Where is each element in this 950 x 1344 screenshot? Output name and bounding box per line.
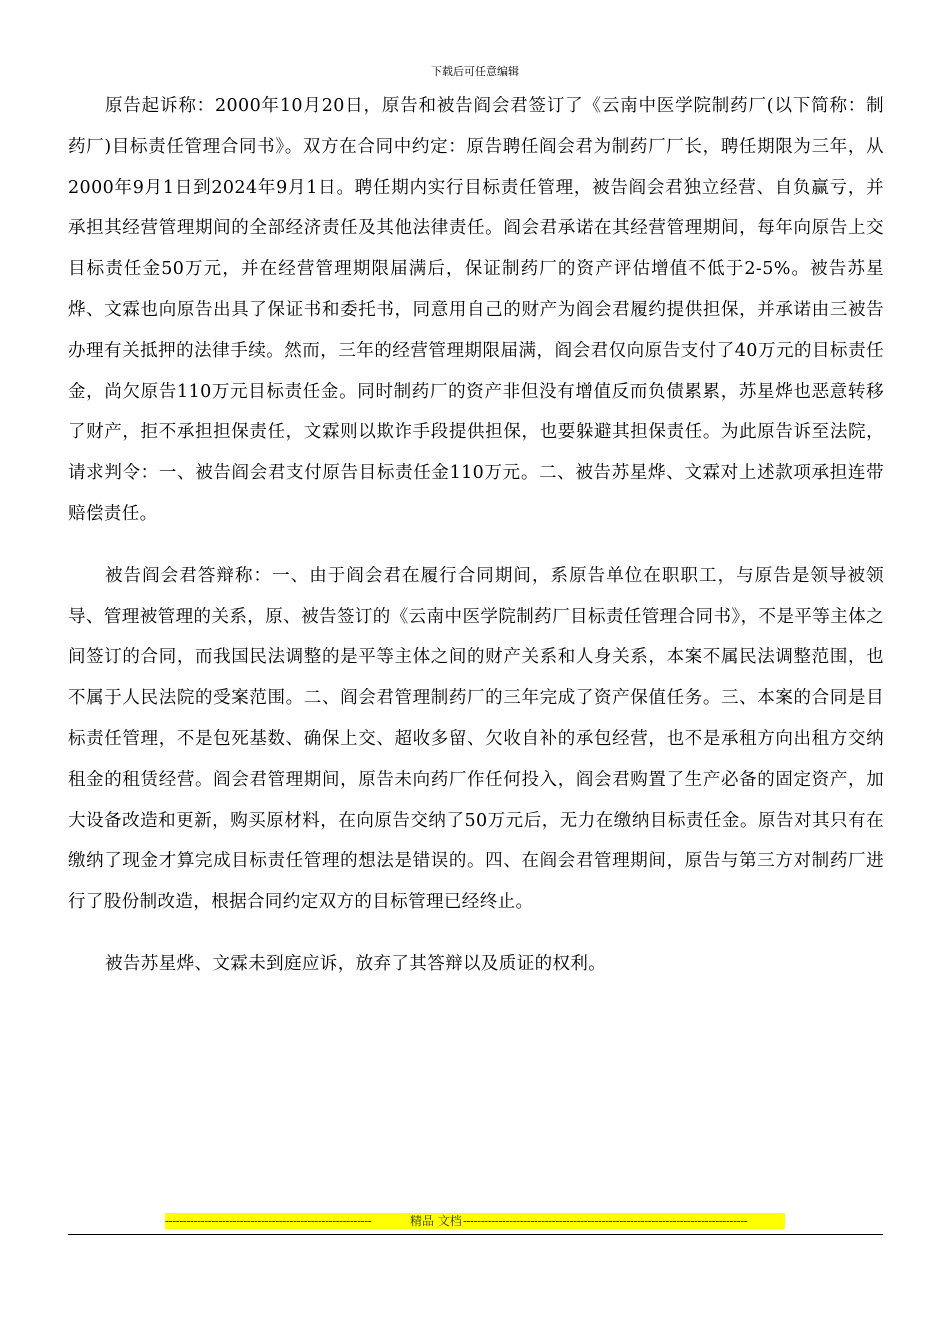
paragraph-defendant-defense: 被告阎会君答辩称：一、由于阎会君在履行合同期间，系原告单位在职职工，与原告是领导被领导、管理被管理的关系，原、被告签订的《云南中医学院制药厂目标责任管理合同书》，不是平等主体之间签订的合同，而我国民法调整的是平等主体之间的财产关系和人身关系，本案不属民法调整范围，也不属于人民法院的受案范围。二、阎会君管理制药厂的三年完成了资产保值任务。三、本案的合同是目标责任管理，不是包死基数、确保上交、超收多留、欠收自补的承包经营，也不是承租方向出租方交纳租金的租赁经营。阎会君管理期间，原告未向药厂作任何投入，阎会君购置了生产必备的固定资产，加大设备改造和更新，购买原材料，在向原告交纳了50万元后，无力在缴纳目标责任金。原告对其只有在缴纳了现金才算完成目标责任管理的想法是错误的。四、在阎会君管理期间，原告与第三方对制药厂进行了股份制改造，根据合同约定双方的目标管理已经终止。 xyxy=(68,565,884,913)
footer-banner xyxy=(165,1213,785,1229)
paragraph-plaintiff-claim: 原告起诉称：2000年10月20日，原告和被告阎会君签订了《云南中医学院制药厂(以下简称：制药厂)目标责任管理合同书》。双方在合同中约定：原告聘任阎会君为制药厂厂长，聘任期限为三年，从2000年9月1日到2024年9月1日。聘任期内实行目标责任管理，被告阎会君独立经营、自负赢亏，并承担其经营管理期间的全部经济责任及其他法律责任。阎会君承诺在其经营管理期间，每年向原告上交目标责任金50万元，并在经营管理期限届满后，保证制药厂的资产评估增值不低于2-5%。被告苏星烨、文霖也向原告出具了保证书和委托书，同意用自己的财产为阎会君履约提供担保，并承诺由三被告办理有关抵押的法律手续。然而，三年的经营管理期限届满，阎会君仅向原告支付了40万元的目标责任金，尚欠原告110万元目标责任金。同时制药厂的资产非但没有增值反而负债累累，苏星烨也恶意转移了财产，拒不承担担保责任，文霖则以欺诈手段提供担保，也要躲避其担保责任。为此原告诉至法院，请求判令：一、被告阎会君支付原告目标责任金110万元。二、被告苏星烨、文霖对上述款项承担连带赔偿责任。 xyxy=(68,96,884,524)
footer-right-dashes: -------------------------------------------------------------------------------- xyxy=(462,1214,748,1228)
document-body xyxy=(68,86,884,985)
footer-rule xyxy=(68,1234,883,1235)
footer-left-dashes: ---------------------------------------------------------- xyxy=(165,1214,372,1228)
footer-mark: 精品 文档 xyxy=(409,1214,462,1228)
header-note: 下载后可任意编辑 xyxy=(431,65,519,78)
paragraph-defendants-absent: 被告苏星烨、文霖未到庭应诉，放弃了其答辩以及质证的权利。 xyxy=(105,953,607,974)
